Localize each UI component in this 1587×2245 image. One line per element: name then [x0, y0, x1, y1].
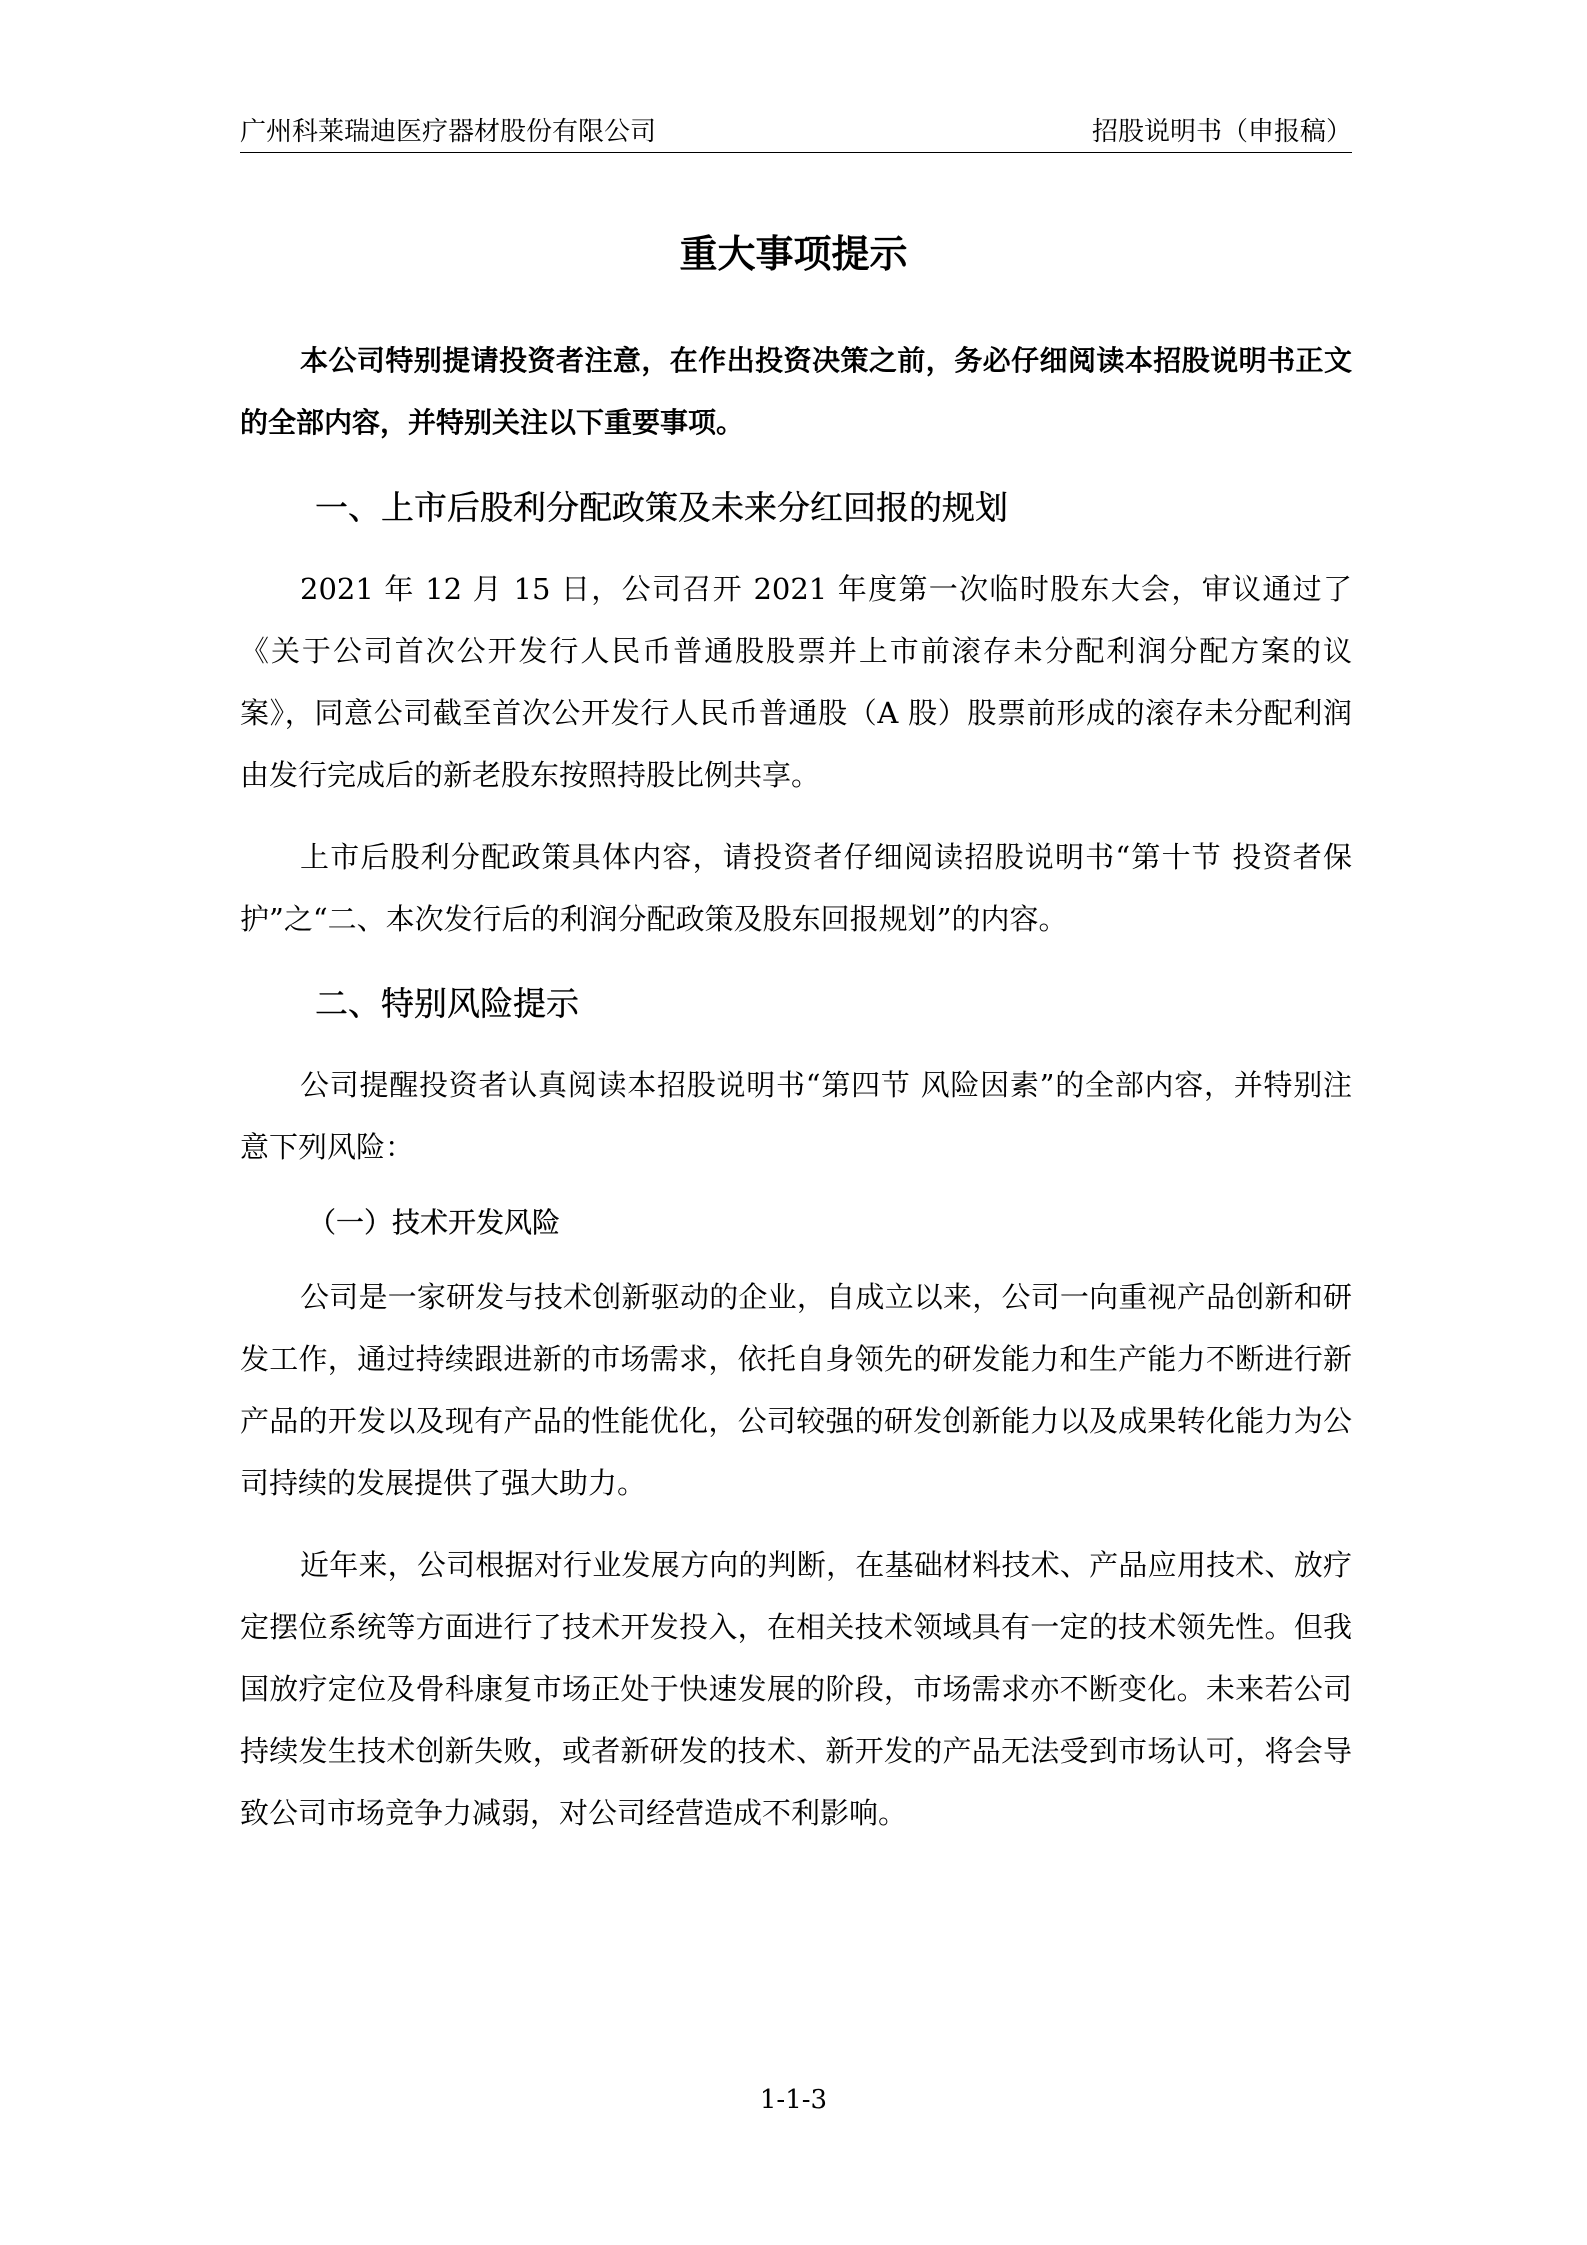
subsection-paragraph: 公司是一家研发与技术创新驱动的企业，自成立以来，公司一向重视产品创新和研发工作，通过持续跟进新的市场需求，依托自身领先的研发能力和生产能力不断进行新产品的开发以及现有产品的性能优化，公司较强的研发创新能力以及成果转化能力为公司持续的发展提供了强大助力。 — [240, 1280, 1352, 1500]
page-title: 重大事项提示 — [679, 232, 908, 276]
header-company-name: 广州科莱瑞迪医疗器材股份有限公司 — [240, 117, 657, 147]
section-2-heading: 二、特别风险提示 — [315, 984, 579, 1023]
section-1-paragraph: 上市后股利分配政策具体内容，请投资者仔细阅读招股说明书“第十节 投资者保护”之“二、本次发行后的利润分配政策及股东回报规划”的内容。 — [240, 840, 1352, 936]
page-number: 1-1-3 — [759, 2085, 828, 2115]
intro-paragraph: 本公司特别提请投资者注意，在作出投资决策之前，务必仔细阅读本招股说明书正文的全部内容，并特别关注以下重要事项。 — [240, 344, 1352, 439]
subsection-heading: （一）技术开发风险 — [308, 1206, 561, 1239]
section-2-paragraph: 公司提醒投资者认真阅读本招股说明书“第四节 风险因素”的全部内容，并特别注意下列风险： — [240, 1068, 1352, 1164]
section-1-heading: 一、上市后股利分配政策及未来分红回报的规划 — [315, 488, 1008, 527]
subsection-paragraph: 近年来，公司根据对行业发展方向的判断，在基础材料技术、产品应用技术、放疗定摆位系统等方面进行了技术开发投入，在相关技术领域具有一定的技术领先性。但我国放疗定位及骨科康复市场正处于快速发展的阶段，市场需求亦不断变化。未来若公司持续发生技术创新失败，或者新研发的技术、新开发的产品无法受到市场认可，将会导致公司市场竞争力减弱，对公司经营造成不利影响。 — [240, 1548, 1352, 1830]
page-header — [240, 108, 1352, 153]
header-document-type: 招股说明书（申报稿） — [1091, 117, 1352, 147]
document-body — [240, 330, 1352, 1844]
section-1-paragraph: 2021 年 12 月 15 日，公司召开 2021 年度第一次临时股东大会，审议通过了《关于公司首次公开发行人民币普通股股票并上市前滚存未分配利润分配方案的议案》，同意公司截至首次公开发行人民币普通股（A 股）股票前形成的滚存未分配利润由发行完成后的新老股东按照持股比例共享。 — [240, 572, 1352, 792]
